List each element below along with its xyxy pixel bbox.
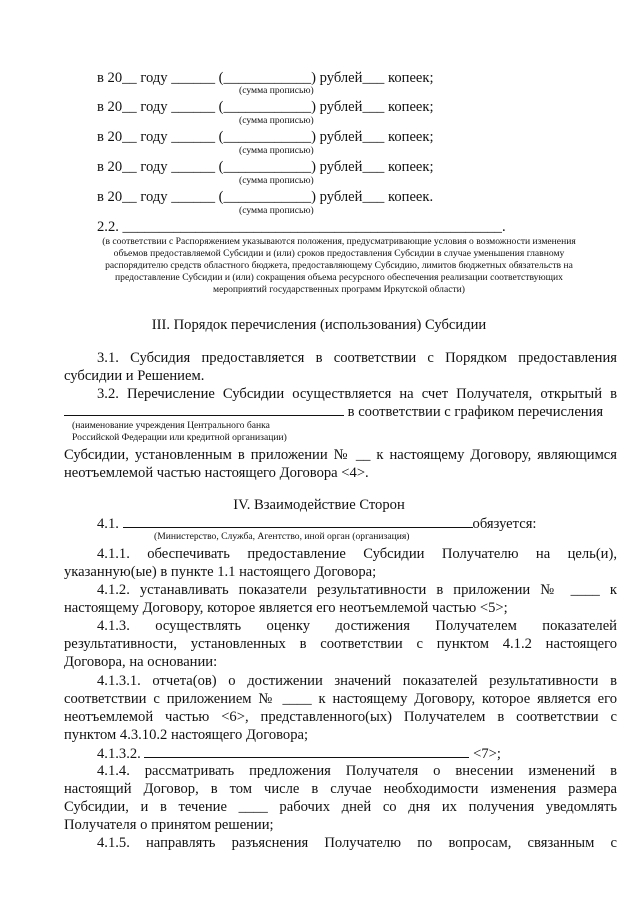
p414-line-2 xyxy=(64,780,617,798)
p4132-blank xyxy=(144,744,469,758)
note-2-2-line-2: объемов предоставляемой Субсидии и (или) сроков предоставления Субсидии в случае уменьшения главному xyxy=(113,248,565,259)
p414-line-1 xyxy=(97,762,617,780)
p4131-line-1 xyxy=(97,672,617,690)
year-line-3: в 20__ году ______ (____________) рублей___ копеек; xyxy=(97,129,434,145)
bank-note-1: (наименование учреждения Центрального банка xyxy=(72,420,270,431)
year-line-4: в 20__ году ______ (____________) рублей___ копеек; xyxy=(97,159,434,175)
p4131-line-4: пунктом 4.3.10.2 настоящего Договора; xyxy=(64,727,309,743)
p32-line-3 xyxy=(64,446,617,464)
note-2-2-line-4: предоставление Субсидии и (или) сокращения объема ресурсного обеспечения реализации соответствующих xyxy=(115,272,563,283)
organ-note: (Министерство, Служба, Агентство, иной орган (организация) xyxy=(154,531,410,542)
p41-tail: обязуется: xyxy=(472,516,537,532)
p412-text-1: 4.1.2. устанавливать показатели результативности в приложении № ____ к xyxy=(97,582,617,598)
p31-text-1: 3.1. Субсидия предоставляется в соответствии с Порядком предоставления xyxy=(97,350,617,366)
p415-line-1 xyxy=(97,834,617,852)
p415-text-1: 4.1.5. направлять разъяснения Получателю по вопросам, связанным с xyxy=(97,835,617,851)
year-hint-2: (сумма прописью) xyxy=(239,115,314,126)
p414-line-3 xyxy=(64,798,617,816)
p412-line-2: настоящему Договору, которое является его неотъемлемой частью <5>; xyxy=(64,600,508,616)
p32-text-1: 3.2. Перечисление Субсидии осуществляется на счет Получателя, открытый в xyxy=(97,386,617,402)
p4132-lead: 4.1.3.2. xyxy=(97,746,141,762)
p413-line-2 xyxy=(64,635,617,653)
p414-text-2: настоящий Договор, в том числе в случае необходимости изменения размера xyxy=(64,781,617,797)
p413-text-2: результативности, установленных в соответствии с пунктом 4.1.2 настоящего xyxy=(64,636,617,652)
p414-text-3: Субсидии, и в течение ____ рабочих дней со дня их получения уведомлять xyxy=(64,799,617,815)
p32-line-1 xyxy=(97,385,617,403)
year-line-5: в 20__ году ______ (____________) рублей___ копеек. xyxy=(97,189,434,205)
p412-line-1 xyxy=(97,581,617,599)
p4131-line-3 xyxy=(64,708,617,726)
year-hint-4: (сумма прописью) xyxy=(239,175,314,186)
p4131-text-1: 4.1.3.1. отчета(ов) о достижении значений показателей результативности в xyxy=(97,673,617,689)
p31-line-1 xyxy=(97,349,617,367)
year-hint-3: (сумма прописью) xyxy=(239,145,314,156)
note-2-2-line-1: (в соответствии с Распоряжением указываются положения, предусматривающие условия о возможности изменения xyxy=(102,236,576,247)
p32-text-3: Субсидии, установленным в приложении № __ к настоящему Договору, являющимся xyxy=(64,447,617,463)
organ-blank xyxy=(123,514,473,528)
p4131-text-3: неотъемлемой частью <6>, представленного(ых) Получателем в соответствии с xyxy=(64,709,617,725)
section-4-title: IV. Взаимодействие Сторон xyxy=(233,497,405,513)
p32-line-4: неотъемлемой частью настоящего Договора <4>. xyxy=(64,465,369,481)
p413-text-1: 4.1.3. осуществлять оценку достижения Получателем показателей xyxy=(97,618,617,634)
year-line-1: в 20__ году ______ (____________) рублей___ копеек; xyxy=(97,70,434,86)
bank-name-blank xyxy=(64,402,344,416)
year-hint-5: (сумма прописью) xyxy=(239,205,314,216)
p41-lead: 4.1. xyxy=(97,516,119,532)
p414-text-1: 4.1.4. рассматривать предложения Получателя о внесении изменений в xyxy=(97,763,617,779)
year-hint-1: (сумма прописью) xyxy=(239,85,314,96)
p411-line-2: указанную(ые) в пункте 1.1 настоящего Договора; xyxy=(64,564,377,580)
p411-text-1: 4.1.1. обеспечивать предоставление Субсидии Получателю на цель(и), xyxy=(97,546,617,562)
paragraph-2-2: 2.2. ____________________________________________________. xyxy=(97,219,506,235)
p4132-tail: <7>; xyxy=(473,746,501,762)
p414-line-4: Получателя о принятом решении; xyxy=(64,817,274,833)
p32-line-2 xyxy=(64,402,603,421)
note-2-2-line-5: мероприятий государственных программ Иркутской области) xyxy=(213,284,465,295)
section-3-title: III. Порядок перечисления (использования) Субсидии xyxy=(151,317,487,333)
year-line-2: в 20__ году ______ (____________) рублей___ копеек; xyxy=(97,99,434,115)
note-2-2-line-3: распорядителю средств областного бюджета, предоставляющему Субсидию, лимитов бюджетных обязательств на xyxy=(105,260,573,271)
p4131-text-2: соответствии с приложением № ____ к настоящему Договору, которое является его xyxy=(64,691,617,707)
p4131-line-2 xyxy=(64,690,617,708)
p4132-line xyxy=(97,744,501,763)
p411-line-1 xyxy=(97,545,617,563)
p413-line-3: Договора, на основании: xyxy=(64,654,218,670)
p31-line-2: субсидии и Решением. xyxy=(64,368,205,384)
bank-note-2: Российской Федерации или кредитной организации) xyxy=(72,432,287,443)
p32-text-2: в соответствии с графиком перечисления xyxy=(347,404,604,420)
p413-line-1 xyxy=(97,617,617,635)
